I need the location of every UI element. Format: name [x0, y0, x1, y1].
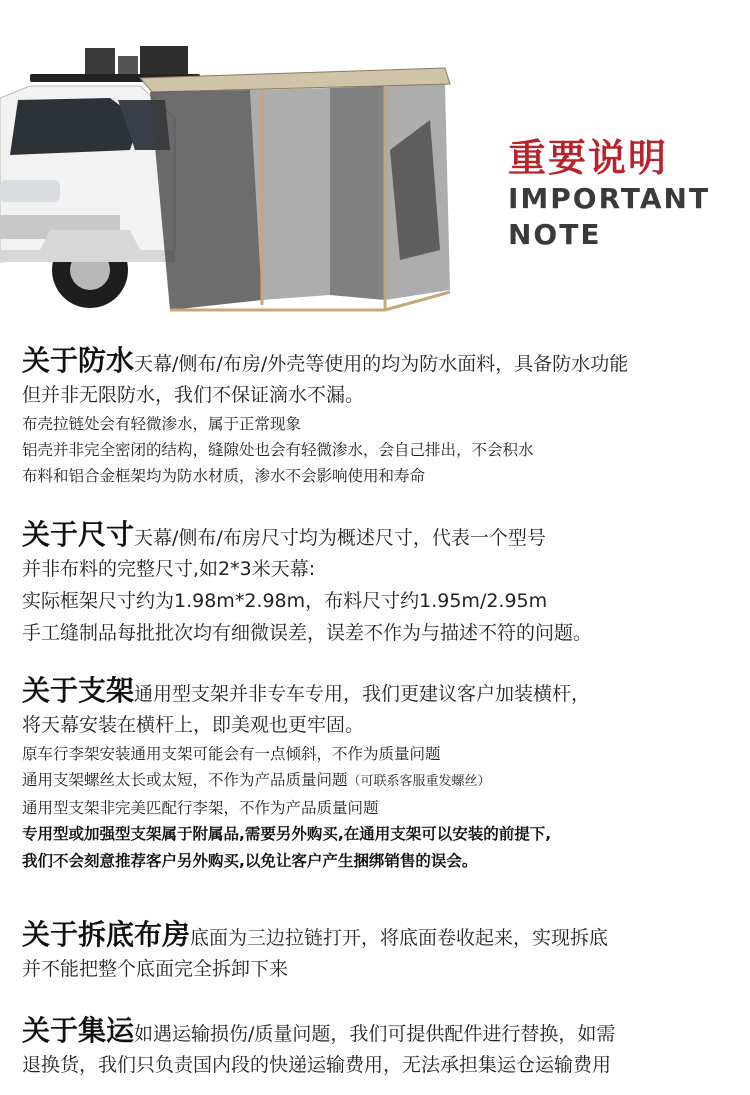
- section-text-line: 手工缝制品每批批次均有细微误差，误差不作为与描述不符的问题。: [22, 622, 593, 644]
- section-heading-line: [22, 920, 734, 953]
- section-bracket: [22, 676, 734, 875]
- section-detail-line: 原车行李架安装通用支架可能会有一点倾斜，不作为质量问题: [22, 745, 441, 763]
- mesh-wall-front-right: [330, 86, 385, 300]
- section-detail-line: 通用型支架非完美匹配行李架，不作为产品质量问题: [22, 799, 379, 817]
- hero-product-image: [0, 0, 750, 330]
- title-block: [508, 136, 710, 252]
- section-heading-line: [22, 676, 734, 709]
- page-title: 重要说明: [508, 136, 669, 180]
- section-text-line: 退换货，我们只负责国内段的快递运输费用，无法承担集运仓运输费用: [22, 1054, 612, 1076]
- section-heading: 关于拆底布房: [22, 918, 191, 951]
- section-text-line: 将天幕安装在横杆上，即美观也更牢固。: [22, 714, 365, 736]
- section-heading: 关于集运: [22, 1014, 135, 1047]
- section-detachable-floor: [22, 920, 734, 985]
- section-text-line: 实际框架尺寸约为1.98m*2.98m，布料尺寸约1.95m/2.95m: [22, 590, 548, 612]
- page-title-en-line2: NOTE: [508, 218, 602, 251]
- section-detail-line: [22, 767, 734, 795]
- section-heading-line: [22, 346, 734, 379]
- section-heading: 关于防水: [22, 344, 135, 377]
- section-heading-text: 通用型支架并非专车专用，我们更建议客户加装横杆，: [134, 683, 591, 705]
- section-heading-line: [22, 520, 734, 553]
- section-heading-text: 底面为三边拉链打开，将底面卷收起来，实现拆底: [190, 927, 609, 949]
- section-consolidated-shipping: [22, 1016, 734, 1081]
- page-title-en-line1: IMPORTANT: [508, 182, 711, 215]
- car-awning-room-illustration: [0, 0, 470, 330]
- section-text-line: 但并非无限防水，我们不保证滴水不漏。: [22, 384, 365, 406]
- section-text-line: 并不能把整个底面完全拆卸下来: [22, 958, 289, 980]
- section-detail-line: 布料和铝合金框架均为防水材质，渗水不会影响使用和寿命: [22, 467, 426, 485]
- section-size: [22, 520, 734, 649]
- section-heading-text: 如遇运输损伤/质量问题，我们可提供配件进行替换，如需: [134, 1023, 616, 1045]
- section-bold-line: 我们不会刻意推荐客户另外购买,以免让客户产生捆绑销售的误会。: [22, 852, 478, 870]
- section-heading: 关于尺寸: [22, 518, 135, 551]
- roof-cargo-box: [85, 48, 115, 74]
- section-detail-line: 铝壳并非完全密闭的结构，缝隙处也会有轻微渗水，会自己排出，不会积水: [22, 441, 534, 459]
- section-bold-line: 专用型或加强型支架属于附属品,需要另外购买,在通用支架可以安装的前提下,: [22, 825, 552, 843]
- section-text-line: 并非布料的完整尺寸,如2*3米天幕:: [22, 558, 316, 580]
- car-headlight: [0, 180, 60, 202]
- section-heading-text: 天幕/侧布/布房尺寸均为概述尺寸，代表一个型号: [134, 527, 546, 549]
- section-detail-text: 通用支架螺丝太长或太短，不作为产品质量问题: [22, 771, 348, 789]
- section-detail-line: 布壳拉链处会有轻微渗水，属于正常现象: [22, 415, 302, 433]
- section-heading-line: [22, 1016, 734, 1049]
- section-heading: 关于支架: [22, 674, 135, 707]
- screw-note: （可联系客服重发螺丝）: [347, 774, 491, 789]
- section-waterproof: [22, 346, 734, 489]
- section-heading-text: 天幕/侧布/布房/外壳等使用的均为防水面料，具备防水功能: [134, 353, 629, 375]
- mesh-wall-front-left: [150, 90, 262, 310]
